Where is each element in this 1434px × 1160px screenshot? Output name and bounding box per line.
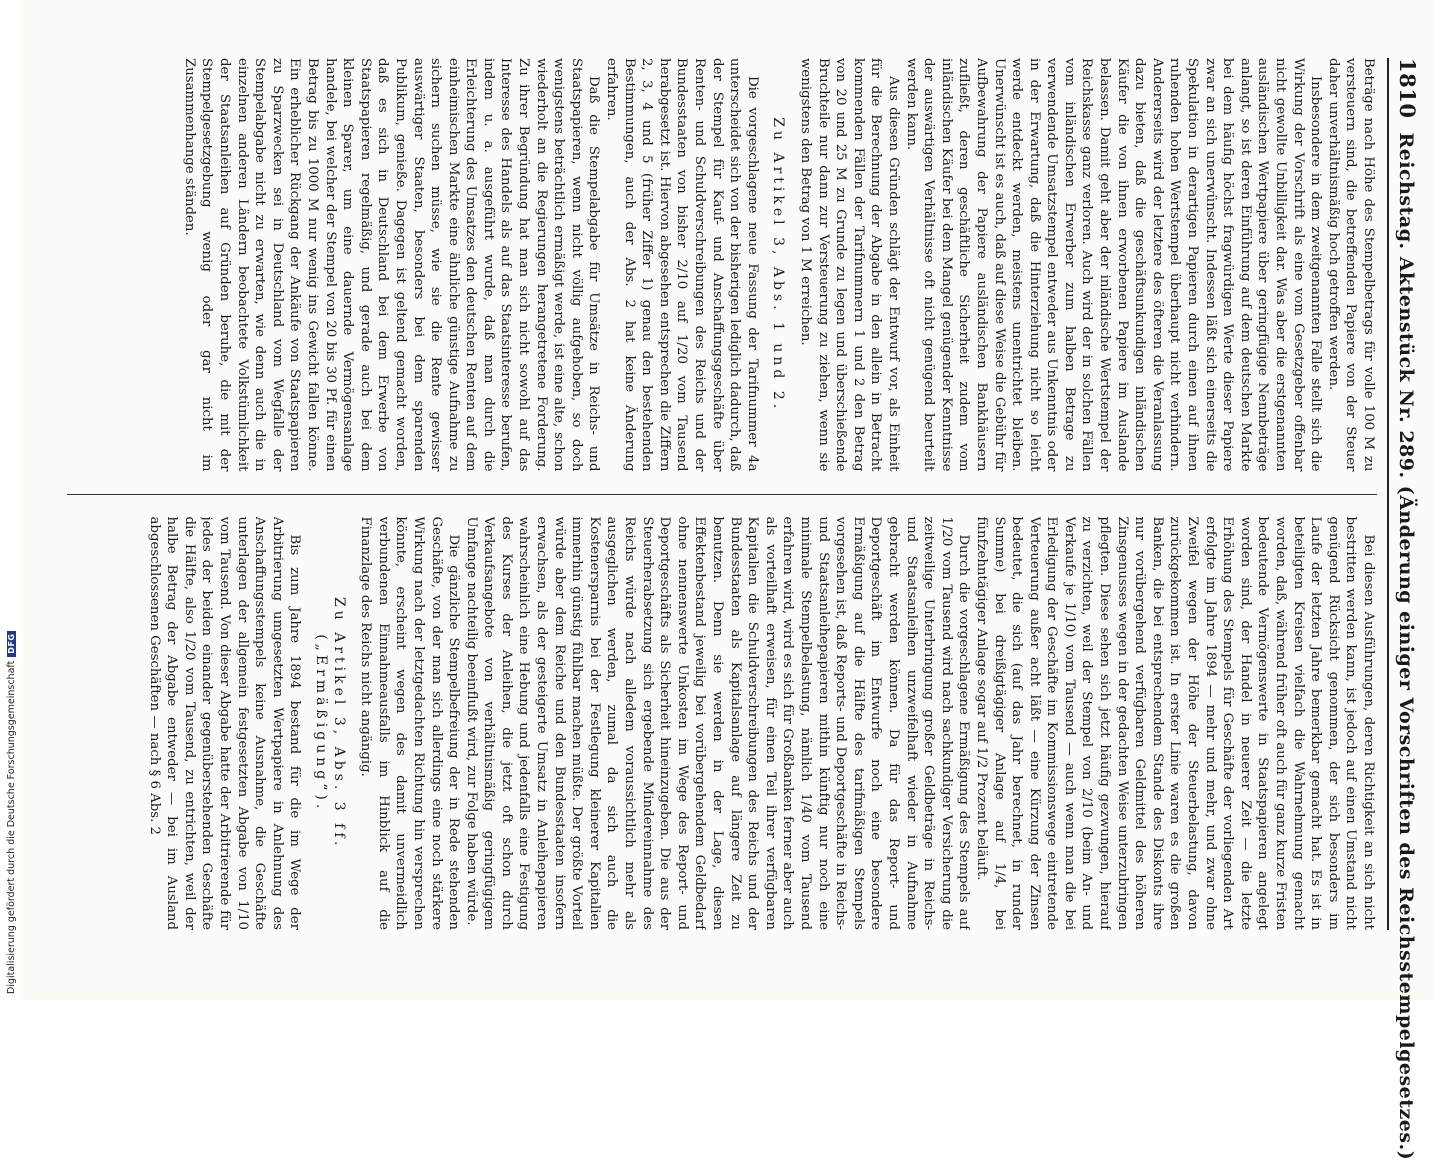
page-number: 1810: [1395, 58, 1420, 119]
digitization-credit-text: Digitalisierung gefördert durch die Deutsche Forschungsgemeinschaft: [6, 660, 17, 994]
section-heading: Zu Artikel 3, Abs. 3 ff. („Ermäßigung“).: [312, 597, 347, 850]
paragraph: Die vorgeschlagene neue Fassung der Tarifnummer 4a unterscheidet sich von der bisherigen lediglich dadurch, daß der Stempel für Kauf- und Anschaffungsgeschäfte über Renten- und Schuldverschreibungen des Reichs und der Bundesstaaten von bisher 2/10 auf 1/20 vom Tausend herabgesetzt ist. Hiervon abgesehen entsprechen die Ziffern 2, 3, 4 und 5 (früher Ziffer 1) genau den bestehenden Bestimmungen, auch der Abs. 2 hat keine Änderung erfahren.: [604, 58, 760, 472]
running-head: [1387, 58, 1420, 1160]
paragraph: Die gänzliche Stempelbefreiung der in Rede stehenden Geschäfte, von der man sich allerdings eine noch stärkere Wirkung nach der letztgedachten Richtung hin versprechen könnte, erscheint wegen des damit unvermeidlich verbundenen Einnahmeausfalls im Hinblick auf die Finanzlage des Reichs nicht angängig.: [358, 516, 462, 930]
scanned-page: [22, 0, 1434, 1160]
digitization-credit-text-wrapper: [6, 631, 17, 994]
paragraph: Durch die vorgeschlagene Ermäßigung des Stempels auf 1/20 vom Tausend wird nach sachkundiger Versicherung die zeitweilige Unterbringung großer Geldbeträge in Reichs- und Staatsanleihen unzweifelhaft wieder in Aufnahme gebracht werden können. Da für das Report- und Deportgeschäft im Entwurfe noch eine besondere Ermäßigung auf die Hälfte des tarifmäßigen Stempels vorgesehen ist, daß Reports- und Deportgeschäfte in Reichs- und Staatsanleihepapieren mithin künftig nur noch eine minimale Stempelbelastung, nämlich 1/40 vom Tausend erfahren wird, wird es sich für Großbanken ferner aber auch als vorteilhaft erweisen, für einen Teil ihrer verfügbaren Kapitalien die Schuldverschreibungen des Reichs und der Bundesstaaten als Kapitalsanlage auf längere Zeit zu benutzen. Denn sie werden in der Lage, diesen Effektenbestand jeweilig bei vorübergehendem Geldbedarf ohne nennenswerte Unkosten im Wege des Report- und Deportgeschäfts als Sicherheit hineinzugeben. Die aus der Steuerherabsetzung sich ergebende Mindereinnahme des Reichs würde nach alledem voraussichtlich mehr als ausgeglichen werden, zumal da sich auch die Kostenersparnis bei der Festlegung kleinerer Kapitalien immerhin günstig fühlbar machen müßte. Der größte Vorteil würde aber dem Reiche und den Bundesstaaten insofern erwachsen, als der gesteigerte Umsatz in Anleihepapieren wahrscheinlich eine Hebung und jedenfalls eine Festigung des Kurses der Anleihen, die jetzt oft schon durch Verkaufsangebote von verhältnismäßig geringfügigem Umfange nachteilig beeinflußt wird, zur Folge haben würde.: [463, 516, 972, 930]
paragraph: Daß die Stempelabgabe für Umsätze in Reichs- und Staatspapieren, wenn nicht völlig aufgehoben, so doch wenigstens beträchtlich ermäßigt werde, ist eine alte, schon wiederholt an die Regierungen herangetretene Forderung. Zu ihrer Begründung hat man sich nicht sowohl auf das Interesse des Handels als auf das Staatsinteresse berufen, indem u. a. ausgeführt wurde, daß man durch die Erleichterung des Umsatzes den deutschen Renten auf dem einheimischen Markte eine ähnliche günstige Aufnahme zu sichern suchen müsse, wie sie die Rente gewisser auswärtiger Staaten, besonders bei dem sparenden Publikum, genieße. Dagegen ist geltend gemacht worden, daß es sich in Deutschland bei dem Erwerbe von Staatspapieren regelmäßig, und gerade auch bei dem kleinen Sparer, um eine dauernde Vermögensanlage handele, bei welcher der Stempel von 20 bis 30 Pf. für einen Betrag bis zu 1000 M nur wenig ins Gewicht fallen könne. Ein erheblicher Rückgang der Ankäufe von Staatspapieren zu Sparzwecken sei in Deutschland vom Wegfalle der Stempelabgabe nicht zu erwarten, wie denn auch die in einzelnen anderen Ländern beobachtete Volkstümlichkeit der Staatsanleihen auf Gründen beruhe, die mit der Stempelgesetzgebung wenig oder gar nicht im Zusammenhange ständen.: [181, 58, 602, 472]
right-column: [67, 517, 1377, 931]
paragraph: Beträge nach Höhe des Stempelbetrags für volle 100 M zu versteuern sind, die betreffenden Papiere von der Steuer daher unverhältnismäßig hoch getroffen werden.: [1325, 58, 1376, 472]
text-columns: [67, 58, 1377, 930]
printed-page: [22, 0, 1434, 1160]
paragraph: Aus diesen Gründen schlägt der Entwurf vor, als Einheit für die Berechnung der Abgabe in den allein in Betracht kommenden Fällen der Tarifnummern 1 und 2 den Betrag von 20 und 25 M zu Grunde zu legen und überschießende Bruchteile nur dann zur Versteuerung zu ziehen, wenn sie wenigstens den Betrag von 1 M erreichen.: [798, 58, 901, 472]
left-column: [67, 58, 1377, 472]
column-divider: [67, 494, 1377, 495]
section-heading: Zu Artikel 3, Abs. 1 und 2.: [770, 117, 787, 413]
paragraph: Bei diesen Ausführungen, deren Richtigkeit an sich nicht bestritten werden kann, ist jedoch auf einen Umstand nicht genügend Rücksicht genommen, der sich besonders im Laufe der letzten Jahre bemerkbar gemacht hat. Es ist in beteiligten Kreisen vielfach die Wahrnehmung gemacht worden, daß, während früher oft auch für ganz kurze Fristen bedeutende Vermögenswerte in Staatspapieren angelegt worden sind, der Handel in neuerer Zeit — die letzte Erhöhung des Stempels für Geschäfte der vorliegenden Art erfolgte im Jahre 1894 — mehr und mehr, und zwar ohne Zweifel wegen der Höhe der Steuerbelastung, davon zurückgekommen ist. In erster Linie waren es die großen Banken, die bei entsprechendem Stande des Diskonts ihre nur vorübergehend verfügbaren Geldmittel des höheren Zinsgenusses wegen in der gedachten Weise unterzubringen pflegten. Diese sehen sich jetzt häufig gezwungen, hierauf zu verzichten, weil der Stempel von 2/10 (beim An- und Verkaufe je 1/10) vom Tausend — auch wenn man die bei Erledigung der Geschäfte im Kommissionswege eintretende Verteuerung außer acht läßt — eine Kürzung der Zinsen bedeutet, die sich (auf das Jahr berechnet, in runder Summe) bei dreißigtägiger Anlage auf 1/4, bei fünfzehntägiger Anlage sogar auf 1/2 Prozent beläuft.: [973, 516, 1376, 930]
page-title: Reichstag. Aktenstück Nr. 289. (Änderung einiger Vorschriften des Reichsstempelgesetzes.): [1395, 132, 1417, 1160]
paragraph: Insbesondere in dem zweitgenannten Falle stellt sich die Wirkung der Vorschrift als eine vom Gesetzgeber offenbar nicht gewollte Unbilligkeit dar. Was aber die erstgenannten ausländischen Wertpapiere über geringfügige Nennbeträge anlangt, so ist deren Einführung auf dem deutschen Markte bei dem häufig höchst fragwürdigen Werte dieser Papiere zwar an sich unerwünscht. Indessen läßt sich einerseits die Spekulation in derartigen Papieren durch einen auf ihnen ruhenden hohen Wertstempel überhaupt nicht verhindern. Andererseits wird der letztere des öfteren die Veranlassung dazu bieten, daß die geschäftsunkundigen inländischen Käufer die von ihnen erworbenen Papiere im Auslande belassen. Damit geht aber der inländische Wertstempel der Reichskasse ganz verloren. Auch wird der in solchen Fällen vom inländischen Erwerber zum halben Betrage zu verwendende Umsatzstempel entweder aus Unkenntnis oder in der Erwartung, daß die Hinterziehung nicht so leicht werde entdeckt werden, meistens unentrichtet bleiben. Unerwünscht ist es auch, daß auf diese Weise die Gebühr für Aufbewahrung der Papiere ausländischen Bankhäusern zufließt, deren geschäftliche Sicherheit zudem vom inländischen Käufer bei dem Mangel genügender Kenntnisse der auswärtigen Verhältnisse oft nicht genügend beurteilt werden kann.: [903, 58, 1324, 472]
paragraph: Bis zum Jahre 1894 bestand für die im Wege der Arbitrierung umgesetzten Wertpapiere in Anlehnung des Anschaffungsstempels keine Ausnahme, die Geschäfte unterlagen der allgemein festgesetzten Abgabe von 1/10 vom Tausend. Von dieser Abgabe hatte der Arbitrierende für jedes der beiden einander gegenüberstehenden Geschäfte die Hälfte, also 1/20 vom Tausend, zu entrichten, weil der halbe Betrag der Abgabe entweder — bei im Ausland abgeschlossenen Geschäften — nach § 6 Abs. 2: [146, 516, 303, 930]
dfg-logo: DFG: [7, 631, 16, 657]
digitization-credit: [0, 0, 22, 1000]
